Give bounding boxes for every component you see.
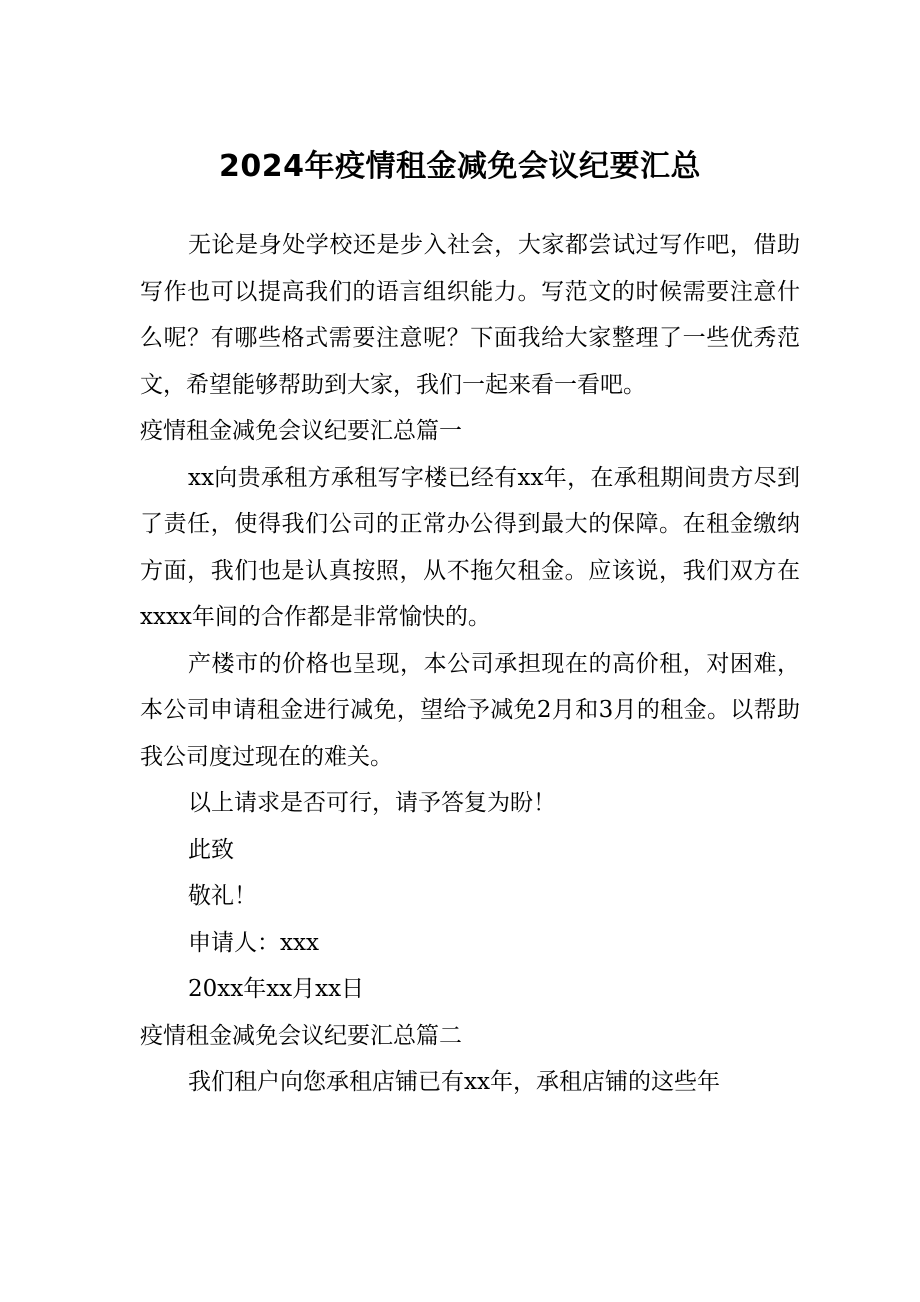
intro-paragraph: 无论是身处学校还是步入社会，大家都尝试过写作吧，借助写作也可以提高我们的语言组织能力。写范文的时候需要注意什么呢？有哪些格式需要注意呢？下面我给大家整理了一些优秀范文，希望能够帮助到大家，我们一起来看一看吧。 [140,232,800,398]
section1-paragraph-3: 以上请求是否可行，请予答复为盼！ [188,790,556,816]
document-title: 2024年疫情租金减免会议纪要汇总 [219,149,701,184]
applicant-line: 申请人：xxx [188,929,319,956]
section1-paragraph-2: 产楼市的价格也呈现，本公司承担现在的高价租，对困难，本公司申请租金进行减免，望给予减免2月和3月的租金。以帮助我公司度过现在的难关。 [140,650,800,770]
salute-line: 敬礼！ [188,883,257,909]
section2-paragraph-1: 我们租户向您承租店铺已有xx年，承租店铺的这些年 [188,1069,720,1095]
section1-paragraph-1: xx向贵承租方承租写字楼已经有xx年，在承租期间贵方尽到了责任，使得我们公司的正常办公得到最大的保障。在租金缴纳方面，我们也是认真按照，从不拖欠租金。应该说，我们双方在xxxx年间的合作都是非常愉快的。 [140,464,800,630]
date-line: 20xx年xx月xx日 [188,976,365,1002]
section-heading-1: 疫情租金减免会议纪要汇总篇一 [140,418,462,444]
closing-line: 此致 [188,836,234,863]
document-body [140,222,800,1106]
section-heading-2: 疫情租金减免会议纪要汇总篇二 [140,1022,462,1049]
